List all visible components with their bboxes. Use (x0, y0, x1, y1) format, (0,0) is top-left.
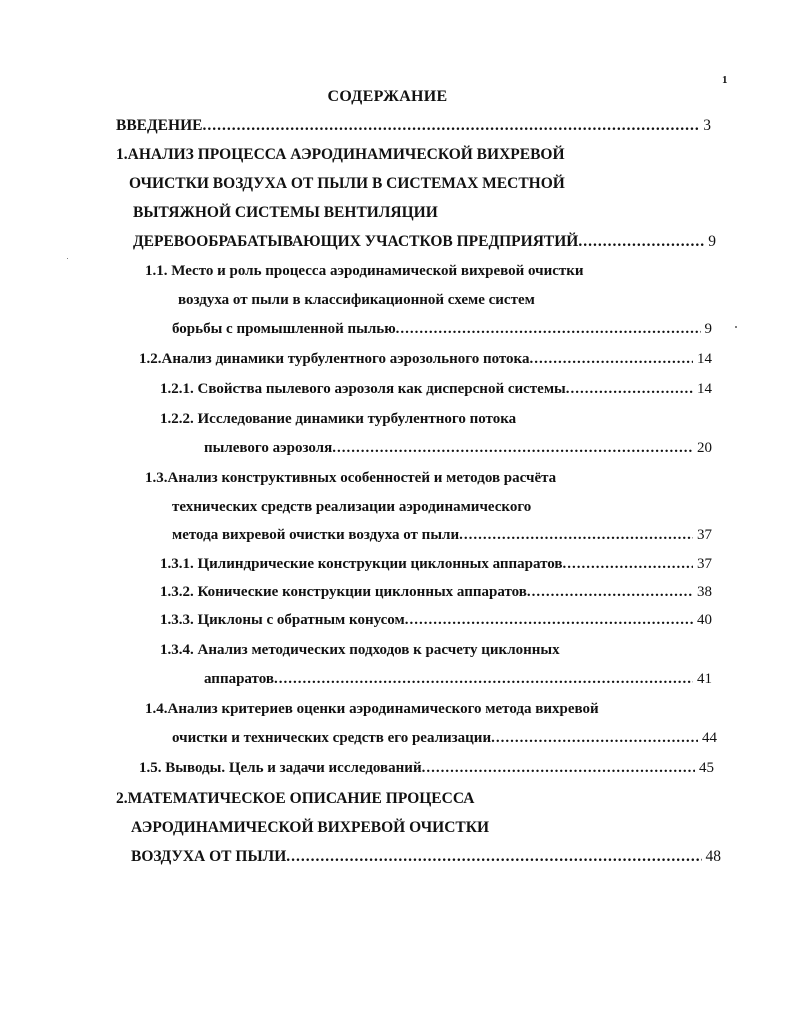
dot-leader (405, 612, 693, 629)
toc-entry-section-1-5[interactable] (139, 760, 714, 777)
toc-page-number: 41 (697, 671, 712, 687)
toc-section-1-1-line-1: 1.1. Место и роль процесса аэродинамической вихревой очистки (145, 263, 584, 279)
toc-entry-chapter-2[interactable] (131, 848, 721, 866)
dot-leader (332, 440, 693, 457)
toc-entry-label: ДЕРЕВООБРАБАТЫВАЮЩИХ УЧАСТКОВ ПРЕДПРИЯТИЙ (133, 233, 579, 250)
toc-entry-section-1-3-4[interactable] (204, 671, 712, 688)
dot-leader (422, 760, 695, 777)
toc-page-number: 3 (703, 117, 711, 134)
toc-entry-section-1-2-1[interactable] (160, 381, 712, 398)
toc-page-number: 9 (704, 321, 712, 337)
scan-speck (735, 326, 737, 328)
toc-page-number: 37 (697, 556, 712, 572)
toc-page-number: 14 (697, 351, 712, 367)
dot-leader (563, 556, 693, 573)
toc-entry-label: ВОЗДУХА ОТ ПЫЛИ (131, 848, 287, 865)
page-title: СОДЕРЖАНИЕ (327, 88, 448, 105)
dot-leader (286, 848, 701, 866)
toc-page-number: 20 (697, 440, 712, 456)
toc-chapter-2-line-1: 2.МАТЕМАТИЧЕСКОЕ ОПИСАНИЕ ПРОЦЕССА (116, 790, 475, 807)
toc-chapter-1-line-2: ОЧИСТКИ ВОЗДУХА ОТ ПЫЛИ В СИСТЕМАХ МЕСТНОЙ (129, 175, 565, 192)
dot-leader (529, 351, 693, 368)
toc-entry-label: 1.3.3. Циклоны с обратным конусом (160, 612, 405, 628)
toc-entry-section-1-3[interactable] (172, 527, 712, 544)
dot-leader (491, 730, 698, 747)
toc-entry-section-1-1[interactable] (172, 321, 712, 338)
toc-page-number: 44 (702, 730, 717, 746)
toc-section-1-3-line-1: 1.3.Анализ конструктивных особенностей и методов расчёта (145, 470, 557, 486)
toc-entry-label: борьбы с промышленной пылью (172, 321, 396, 337)
dot-leader (202, 117, 699, 135)
toc-section-1-3-4-line-1: 1.3.4. Анализ методических подходов к расчету циклонных (160, 642, 560, 658)
page-number: 1 (722, 74, 728, 86)
dot-leader (578, 233, 704, 251)
toc-entry-label: 1.5. Выводы. Цель и задачи исследований (139, 760, 422, 776)
toc-page-number: 45 (699, 760, 714, 776)
toc-entry-section-1-2[interactable] (139, 351, 712, 368)
toc-entry-intro[interactable] (116, 117, 711, 135)
toc-entry-section-1-3-1[interactable] (160, 556, 712, 573)
toc-page-number: 37 (697, 527, 712, 543)
toc-entry-section-1-4[interactable] (172, 730, 717, 747)
toc-entry-label: 1.2.Анализ динамики турбулентного аэрозольного потока (139, 351, 530, 367)
dot-leader (566, 381, 693, 398)
toc-entry-label: ВВЕДЕНИЕ (116, 117, 203, 134)
toc-section-1-2-2-line-1: 1.2.2. Исследование динамики турбулентного потока (160, 411, 517, 427)
toc-section-1-3-line-2: технических средств реализации аэродинамического (172, 499, 532, 515)
toc-entry-section-1-3-3[interactable] (160, 612, 712, 629)
toc-page-number: 48 (705, 848, 721, 865)
toc-chapter-2-line-2: АЭРОДИНАМИЧЕСКОЙ ВИХРЕВОЙ ОЧИСТКИ (131, 819, 490, 836)
toc-entry-label: 1.3.2. Конические конструкции циклонных аппаратов (160, 584, 527, 600)
toc-entry-section-1-2-2[interactable] (204, 440, 712, 457)
toc-entry-chapter-1[interactable] (133, 233, 716, 251)
dot-leader (396, 321, 701, 338)
toc-entry-label: пылевого аэрозоля (204, 440, 333, 456)
scan-speck (67, 258, 68, 259)
toc-section-1-4-line-1: 1.4.Анализ критериев оценки аэродинамического метода вихревой (145, 701, 599, 717)
toc-page-number: 14 (697, 381, 712, 397)
toc-entry-label: 1.2.1. Свойства пылевого аэрозоля как дисперсной системы (160, 381, 566, 397)
toc-chapter-1-line-1: 1.АНАЛИЗ ПРОЦЕССА АЭРОДИНАМИЧЕСКОЙ ВИХРЕВОЙ (116, 146, 565, 163)
toc-page-number: 9 (708, 233, 716, 250)
toc-entry-label: аппаратов (204, 671, 274, 687)
toc-page-number: 38 (697, 584, 712, 600)
dot-leader (274, 671, 693, 688)
toc-page-number: 40 (697, 612, 712, 628)
dot-leader (459, 527, 693, 544)
dot-leader (527, 584, 693, 601)
toc-chapter-1-line-3: ВЫТЯЖНОЙ СИСТЕМЫ ВЕНТИЛЯЦИИ (133, 204, 438, 221)
toc-entry-label: очистки и технических средств его реализации (172, 730, 492, 746)
toc-entry-label: метода вихревой очистки воздуха от пыли (172, 527, 460, 543)
toc-section-1-1-line-2: воздуха от пыли в классификационной схеме систем (178, 292, 535, 308)
toc-entry-section-1-3-2[interactable] (160, 584, 712, 601)
toc-entry-label: 1.3.1. Цилиндрические конструкции циклонных аппаратов (160, 556, 563, 572)
